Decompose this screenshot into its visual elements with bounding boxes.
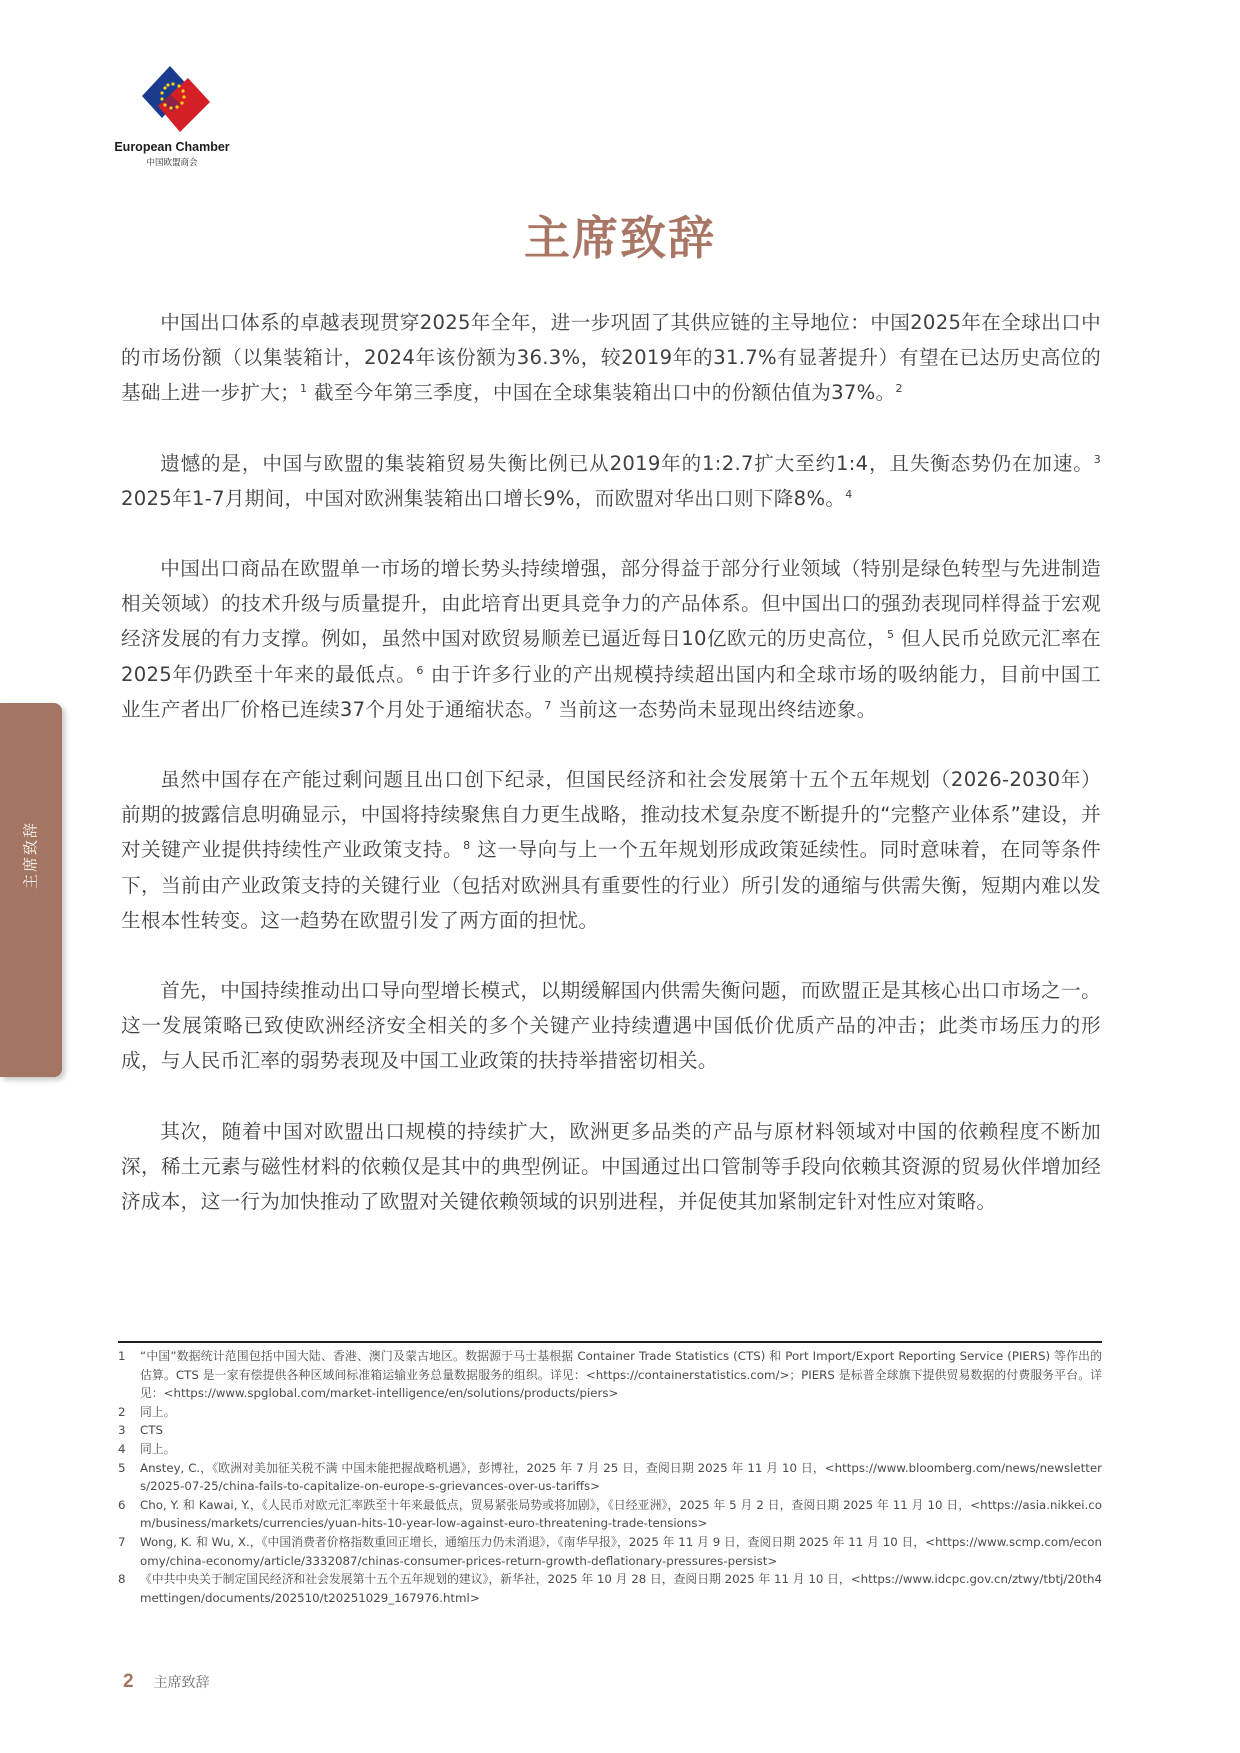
page-footer	[123, 1671, 210, 1693]
logo-name-chinese: 中国欧盟商会	[146, 158, 198, 168]
paragraph-text: 中国出口商品在欧盟单一市场的增长势头持续增强，部分得益于部分行业领域（特别是绿色转型与先进制造相关领域）的技术升级与质量提升，由此培育出更具竞争力的产品体系。但中国出口的强劲表现同样得益于宏观经济发展的有力支撑。例如，虽然中国对欧贸易顺差已逼近每日10亿欧元的历史高位，	[121, 557, 1101, 651]
footnote-text: 同上。	[140, 1404, 176, 1419]
footnote-number: 7	[118, 1534, 126, 1549]
footnote-ref[interactable]: 3	[1093, 452, 1101, 466]
footnote-ref[interactable]: 6	[416, 663, 424, 677]
footnote-number: 8	[118, 1572, 126, 1587]
footnote-ref[interactable]: 7	[544, 698, 552, 712]
footer-section-title: 主席致辞	[153, 1675, 210, 1691]
paragraph-text: 遗憾的是，中国与欧盟的集装箱贸易失衡比例已从2019年的1:2.7扩大至约1:4，且失衡态势仍在加速。	[160, 451, 1094, 475]
footnote-text[interactable]: Wong, K. 和 Wu, X.，《中国消费者价格指数重回正增长，通缩压力仍未消退》，《南华早报》，2025 年 11 月 9 日，查阅日期 2025 年 11 月 10 日，<https://www.scmp.com/economy/china-economy/article/3332087/chinas-consumer-prices-return-growth-deflationary-pressures-persist>	[140, 1534, 1102, 1568]
paragraph-6	[121, 1114, 1101, 1220]
footnote-item	[118, 1533, 1102, 1570]
footnote-item	[118, 1421, 1102, 1440]
footnote-ref[interactable]: 5	[887, 628, 895, 642]
section-side-tab[interactable]	[0, 703, 62, 1077]
section-side-tab-label: 主席致辞	[21, 820, 40, 890]
paragraph-1	[121, 305, 1101, 411]
paragraph-text: 2025年1-7月期间，中国对欧洲集装箱出口增长9%，而欧盟对华出口则下降8%。	[121, 486, 846, 510]
page-number: 2	[123, 1671, 134, 1692]
paragraph-text: 截至今年第三季度，中国在全球集装箱出口中的份额估值为37%。	[313, 381, 896, 405]
body-text	[121, 305, 1101, 1254]
paragraph-2	[121, 446, 1101, 516]
paragraph-text: 虽然中国存在产能过剩问题且出口创下纪录，但国民经济和社会发展第十五个五年规划（2026-2030年）前期的披露信息明确显示，中国将持续聚焦自力更生战略，推动技术复杂度不断提升的“完整产业体系”建设，并对关键产业提供持续性产业政策支持。	[121, 768, 1101, 862]
footnote-number: 5	[118, 1460, 126, 1475]
footnote-number: 1	[118, 1349, 126, 1363]
footnote-text: 同上。	[140, 1441, 176, 1456]
footnote-text[interactable]: “中国”数据统计范围包括中国大陆、香港、澳门及蒙古地区。数据源于马士基根据 Container Trade Statistics (CTS) 和 Port Import/Export Reporting Service (PIERS) 等作出的估算。CTS 是一家有偿提供各种区域间标准箱运输业务总量数据服务的组织。详见：<https://containerstatistics.com/>；PIERS 是标普全球旗下提供贸易数据的付费服务平台。详见：<https://www.spglobal.com/market-intelligence/en/solutions/products/piers>	[140, 1349, 1102, 1401]
paragraph-text: 但人民币兑欧元汇率在2025年仍跌至十年来的最低点。	[121, 627, 1102, 686]
footnote-ref[interactable]: 4	[845, 487, 853, 501]
footnote-text[interactable]: Cho, Y. 和 Kawai, Y.，《人民币对欧元汇率跌至十年来最低点，贸易紧张局势或将加剧》，《日经亚洲》，2025 年 5 月 2 日，查阅日期 2025 年 11 月 10 日，<https://asia.nikkei.com/business/markets/currencies/yuan-hits-10-year-low-against-euro-threatening-trade-tensions>	[140, 1497, 1102, 1531]
paragraph-text: 由于许多行业的产出规模持续超出国内和全球市场的吸纳能力，目前中国工业生产者出厂价格已连续37个月处于通缩状态。	[121, 662, 1101, 721]
footnote-divider	[118, 1341, 1102, 1343]
footnote-ref[interactable]: 1	[300, 382, 308, 396]
footnote-number: 3	[118, 1423, 126, 1438]
footnote-number: 4	[118, 1441, 126, 1456]
footnote-text[interactable]: 《中共中央关于制定国民经济和社会发展第十五个五年规划的建议》，新华社，2025 年 10 月 28 日，查阅日期 2025 年 11 月 10 日，<https://www.idcpc.gov.cn/ztwy/tbtj/20th4mettingen/documents/202510/t20251029_167976.html>	[140, 1572, 1102, 1605]
footnote-item	[118, 1496, 1102, 1533]
paragraph-text: 中国出口体系的卓越表现贯穿2025年全年，进一步巩固了其供应链的主导地位：中国2025年在全球出口中的市场份额（以集装箱计，2024年该份额为36.3%，较2019年的31.7%有显著提升）有望在已达历史高位的基础上进一步扩大；	[121, 311, 1101, 405]
footnote-text: CTS	[140, 1423, 163, 1438]
footnote-item	[118, 1459, 1102, 1496]
footnote-ref[interactable]: 2	[895, 382, 903, 396]
footnote-item	[118, 1347, 1102, 1403]
paragraph-text: 当前这一态势尚未显现出终结迹象。	[558, 697, 877, 721]
paragraph-3	[121, 551, 1101, 727]
footnote-item	[118, 1570, 1102, 1607]
logo-name-english: European Chamber	[114, 140, 230, 154]
paragraph-4	[121, 762, 1101, 938]
footnotes	[118, 1347, 1102, 1607]
eu-flag-logo-icon	[128, 58, 218, 138]
paragraph-5	[121, 973, 1101, 1079]
footnote-item	[118, 1403, 1102, 1422]
footnote-item	[118, 1440, 1102, 1459]
paragraph-text: 首先，中国持续推动出口导向型增长模式，以期缓解国内供需失衡问题，而欧盟正是其核心出口市场之一。这一发展策略已致使欧洲经济安全相关的多个关键产业持续遭遇中国低价优质产品的冲击；此类市场压力的形成，与人民币汇率的弱势表现及中国工业政策的扶持举措密切相关。	[121, 979, 1101, 1073]
paragraph-text: 这一导向与上一个五年规划形成政策延续性。同时意味着，在同等条件下，当前由产业政策支持的关键行业（包括对欧洲具有重要性的行业）所引发的通缩与供需失衡，短期内难以发生根本性转变。这一趋势在欧盟引发了两方面的担忧。	[121, 838, 1101, 932]
footnote-text[interactable]: Anstey, C.，《欧洲对美加征关税不满 中国未能把握战略机遇》，彭博社，2025 年 7 月 25 日，查阅日期 2025 年 11 月 10 日，<https://www.bloomberg.com/news/newsletters/2025-07-25/china-fails-to-capitalize-on-europe-s-grievances-over-us-tariffs>	[140, 1460, 1102, 1494]
european-chamber-logo	[112, 58, 232, 168]
footnote-number: 2	[118, 1404, 126, 1419]
footnote-number: 6	[118, 1497, 126, 1512]
page-title: 主席致辞	[524, 211, 716, 265]
footnote-ref[interactable]: 8	[463, 839, 471, 853]
paragraph-text: 其次，随着中国对欧盟出口规模的持续扩大，欧洲更多品类的产品与原材料领域对中国的依赖程度不断加深，稀土元素与磁性材料的依赖仅是其中的典型例证。中国通过出口管制等手段向依赖其资源的贸易伙伴增加经济成本，这一行为加快推动了欧盟对关键依赖领域的识别进程，并促使其加紧制定针对性应对策略。	[121, 1119, 1101, 1214]
